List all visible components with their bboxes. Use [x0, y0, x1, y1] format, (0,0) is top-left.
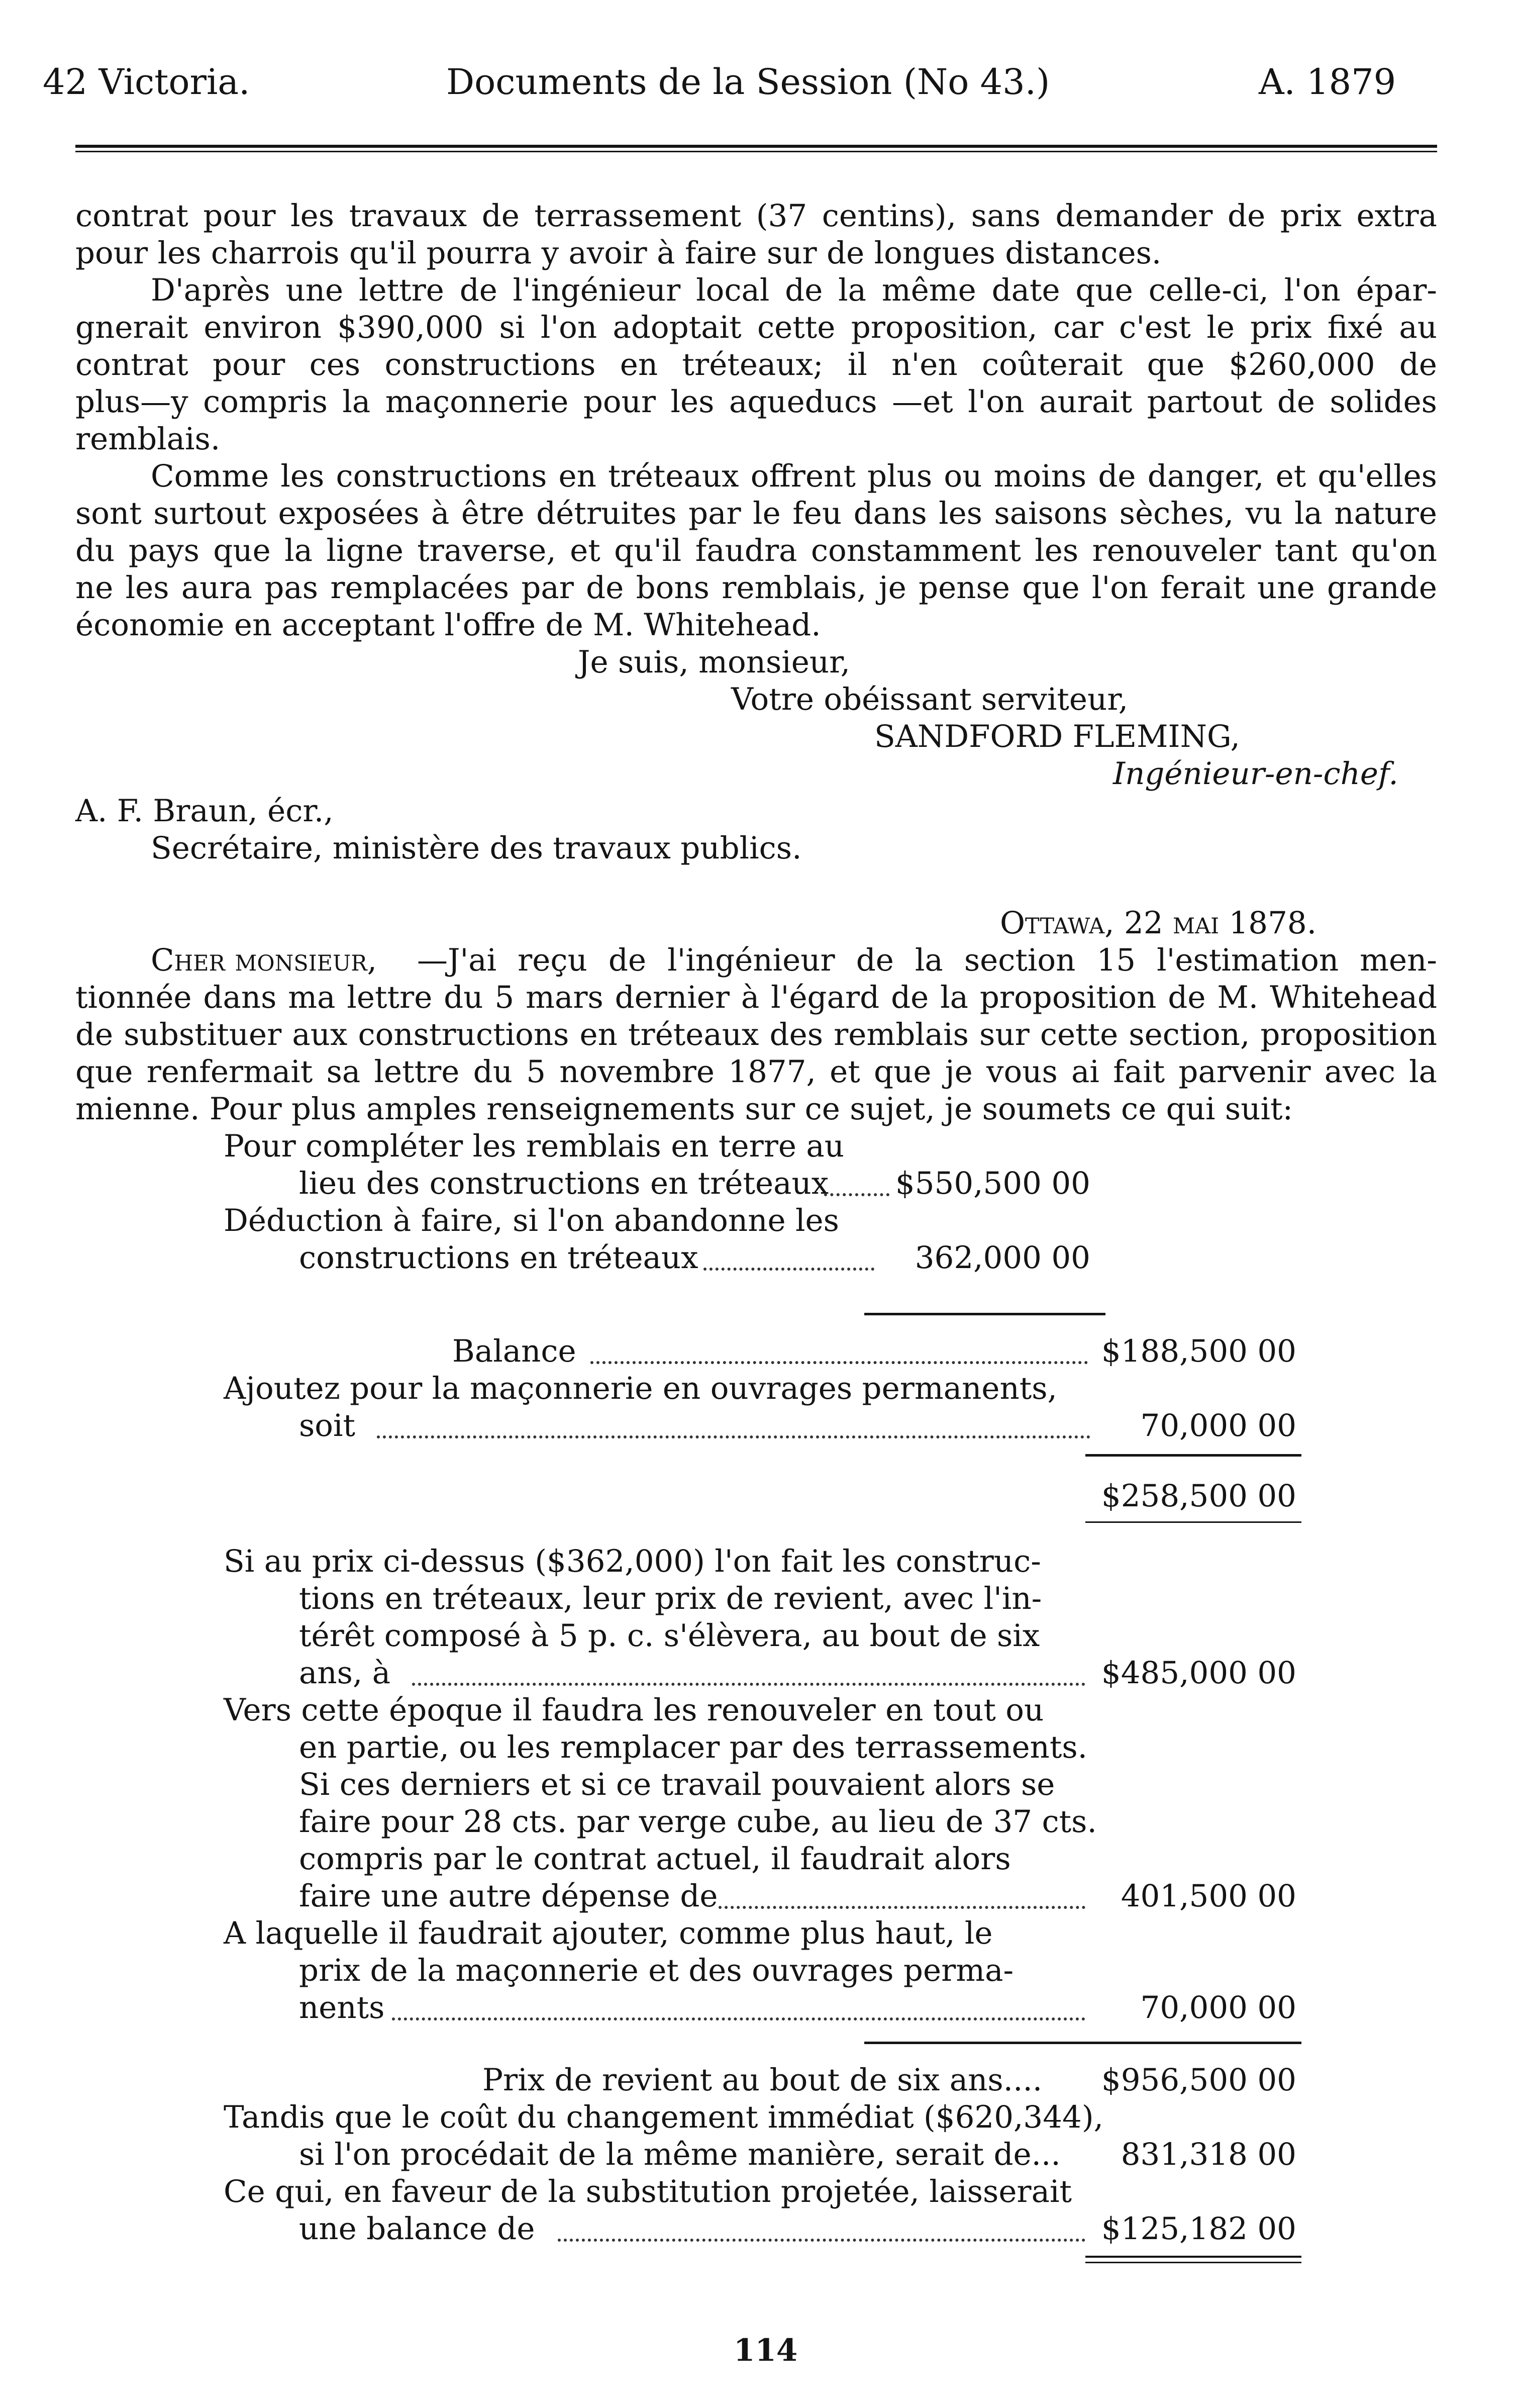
acct-s3-line1: A laquelle il faudrait ajouter, comme plus haut, le — [224, 1915, 993, 1951]
leader-dots — [558, 2239, 1085, 2242]
final-rule — [1085, 2256, 1301, 2258]
acct-item2-amount: 362,000 00 — [915, 1240, 1090, 1276]
letter1-signer-title: Ingénieur-en-chef. — [1113, 756, 1398, 792]
acct-s1-line4: ans, à — [299, 1655, 391, 1691]
acct-favor-line2: une balance de — [299, 2211, 535, 2247]
header-rule-bottom — [75, 151, 1437, 152]
letter1-line-11: ne les aura pas remplacées par de bons remblais, je pense que l'on ferait une grande — [75, 570, 1437, 606]
page-number: 114 — [734, 2333, 798, 2368]
header-center: Documents de la Session (No 43.) — [446, 61, 1050, 103]
acct-masonry-line2: soit — [299, 1408, 356, 1443]
acct-s2-line5: compris par le contrat actuel, il faudrait alors — [299, 1841, 1011, 1877]
letter1-line-1: contrat pour les travaux de terrassement (37 centins), sans demander de prix extra — [75, 198, 1437, 234]
acct-item1-line2: lieu des constructions en tréteaux — [299, 1166, 829, 1201]
acct-s1-line3: térêt composé à 5 p. c. s'élèvera, au bout de six — [299, 1618, 1040, 1654]
acct-s2-amount: 401,500 00 — [1121, 1878, 1296, 1914]
acct-s3-line3: nents — [299, 1990, 385, 2026]
letter1-closing: Je suis, monsieur, — [578, 644, 851, 680]
acct-s2-line2: en partie, ou les remplacer par des terrassements. — [299, 1729, 1088, 1765]
letter1-line-10: du pays que la ligne traverse, et qu'il faudra constamment les renouveler tant qu'on — [75, 533, 1437, 568]
sum-rule — [1085, 1521, 1301, 1523]
acct-item2-line2: constructions en tréteaux — [299, 1240, 698, 1276]
acct-balance-label: Balance — [452, 1333, 576, 1369]
letter1-addressee-name: A. F. Braun, écr., — [75, 793, 334, 829]
sum-rule — [864, 2042, 1301, 2044]
letter1-line-5: contrat pour ces constructions en tréteaux; il n'en coûterait que $260,000 de — [75, 347, 1437, 382]
acct-balance-amount: $188,500 00 — [1101, 1333, 1296, 1369]
acct-immediate-amount: 831,318 00 — [1121, 2137, 1296, 2172]
acct-s2-line1: Vers cette époque il faudra les renouveler en tout ou — [224, 1692, 1044, 1728]
header-left: 42 Victoria. — [43, 61, 250, 103]
leader-dots — [392, 2017, 1085, 2020]
acct-total-label: Prix de revient au bout de six ans.... — [482, 2062, 1043, 2098]
header-right: A. 1879 — [1259, 61, 1396, 103]
acct-s1-line1: Si au prix ci-dessus ($362,000) l'on fait les construc- — [224, 1544, 1041, 1579]
letter2-line-4: que renfermait sa lettre du 5 novembre 1877, et que je vous ai fait parvenir avec la — [75, 1054, 1437, 1090]
letter2-line-3: de substituer aux constructions en tréteaux des remblais sur cette section, proposition — [75, 1017, 1437, 1052]
letter1-line-3: D'après une lettre de l'ingénieur local de la même date que celle-ci, l'on épar- — [151, 272, 1437, 308]
acct-favor-amount: $125,182 00 — [1101, 2211, 1296, 2247]
letter1-line-9: sont surtout exposées à être détruites par le feu dans les saisons sèches, vu la nature — [75, 496, 1437, 531]
letter1-closing2: Votre obéissant serviteur, — [731, 682, 1129, 717]
acct-masonry-amount: 70,000 00 — [1140, 1408, 1296, 1443]
letter2-place-date: Ottawa, 22 mai 1878. — [1000, 905, 1317, 941]
leader-dots — [412, 1683, 1085, 1686]
acct-s1-line2: tions en tréteaux, leur prix de revient, avec l'in- — [299, 1581, 1042, 1616]
acct-s2-line6: faire une autre dépense de — [299, 1878, 718, 1914]
acct-item2-line1: Déduction à faire, si l'on abandonne les — [224, 1203, 839, 1238]
letter1-addressee-role: Secrétaire, ministère des travaux publics. — [151, 830, 802, 866]
letter2-line-1: —J'ai reçu de l'ingénieur de la section 15 l'estimation men- — [417, 942, 1437, 978]
letter2-salutation: Cher monsieur, — [151, 942, 377, 978]
header-rule-top — [75, 145, 1437, 148]
sum-rule — [1085, 1454, 1301, 1457]
acct-immediate-line1: Tandis que le coût du changement immédiat ($620,344), — [224, 2099, 1104, 2135]
letter2-line-5: mienne. Pour plus amples renseignements sur ce sujet, je soumets ce qui suit: — [75, 1091, 1293, 1127]
letter1-line-6: plus—y compris la maçonnerie pour les aqueducs —et l'on aurait partout de solides — [75, 384, 1437, 420]
acct-s1-amount: $485,000 00 — [1101, 1655, 1296, 1691]
letter1-line-4: gnerait environ $390,000 si l'on adoptait cette proposition, car c'est le prix fixé au — [75, 310, 1437, 345]
letter1-line-2: pour les charrois qu'il pourra y avoir à faire sur de longues distances. — [75, 235, 1162, 271]
letter1-line-8: Comme les constructions en tréteaux offrent plus ou moins de danger, et qu'elles — [151, 458, 1437, 494]
acct-s2-line3: Si ces derniers et si ce travail pouvaient alors se — [299, 1767, 1055, 1802]
acct-s2-line4: faire pour 28 cts. par verge cube, au lieu de 37 cts. — [299, 1804, 1097, 1840]
acct-masonry-line1: Ajoutez pour la maçonnerie en ouvrages permanents, — [224, 1371, 1057, 1406]
leader-dots — [703, 1268, 874, 1271]
acct-s3-line2: prix de la maçonnerie et des ouvrages perma- — [299, 1953, 1014, 1988]
leader-dots — [590, 1361, 1088, 1364]
acct-total-amount: $956,500 00 — [1101, 2062, 1296, 2098]
acct-item1-line1: Pour compléter les remblais en terre au — [224, 1128, 845, 1164]
leader-dots — [719, 1906, 1085, 1909]
leader-dots — [377, 1435, 1090, 1438]
letter2-line-2: tionnée dans ma lettre du 5 mars dernier à l'égard de la proposition de M. Whitehead — [75, 980, 1437, 1015]
acct-immediate-line2: si l'on procédait de la même manière, serait de... — [299, 2137, 1061, 2172]
acct-item1-amount: $550,500 00 — [895, 1166, 1090, 1201]
letter1-line-12: économie en acceptant l'offre de M. Whitehead. — [75, 607, 821, 643]
final-rule — [1085, 2262, 1301, 2263]
letter1-signature: SANDFORD FLEMING, — [874, 719, 1240, 754]
leader-dots — [824, 1193, 889, 1196]
acct-s3-amount: 70,000 00 — [1140, 1990, 1296, 2026]
sum-rule — [864, 1313, 1105, 1315]
acct-favor-line1: Ce qui, en faveur de la substitution projetée, laisserait — [224, 2174, 1072, 2209]
acct-subtotal: $258,500 00 — [1101, 1478, 1296, 1514]
letter1-line-7: remblais. — [75, 421, 221, 457]
